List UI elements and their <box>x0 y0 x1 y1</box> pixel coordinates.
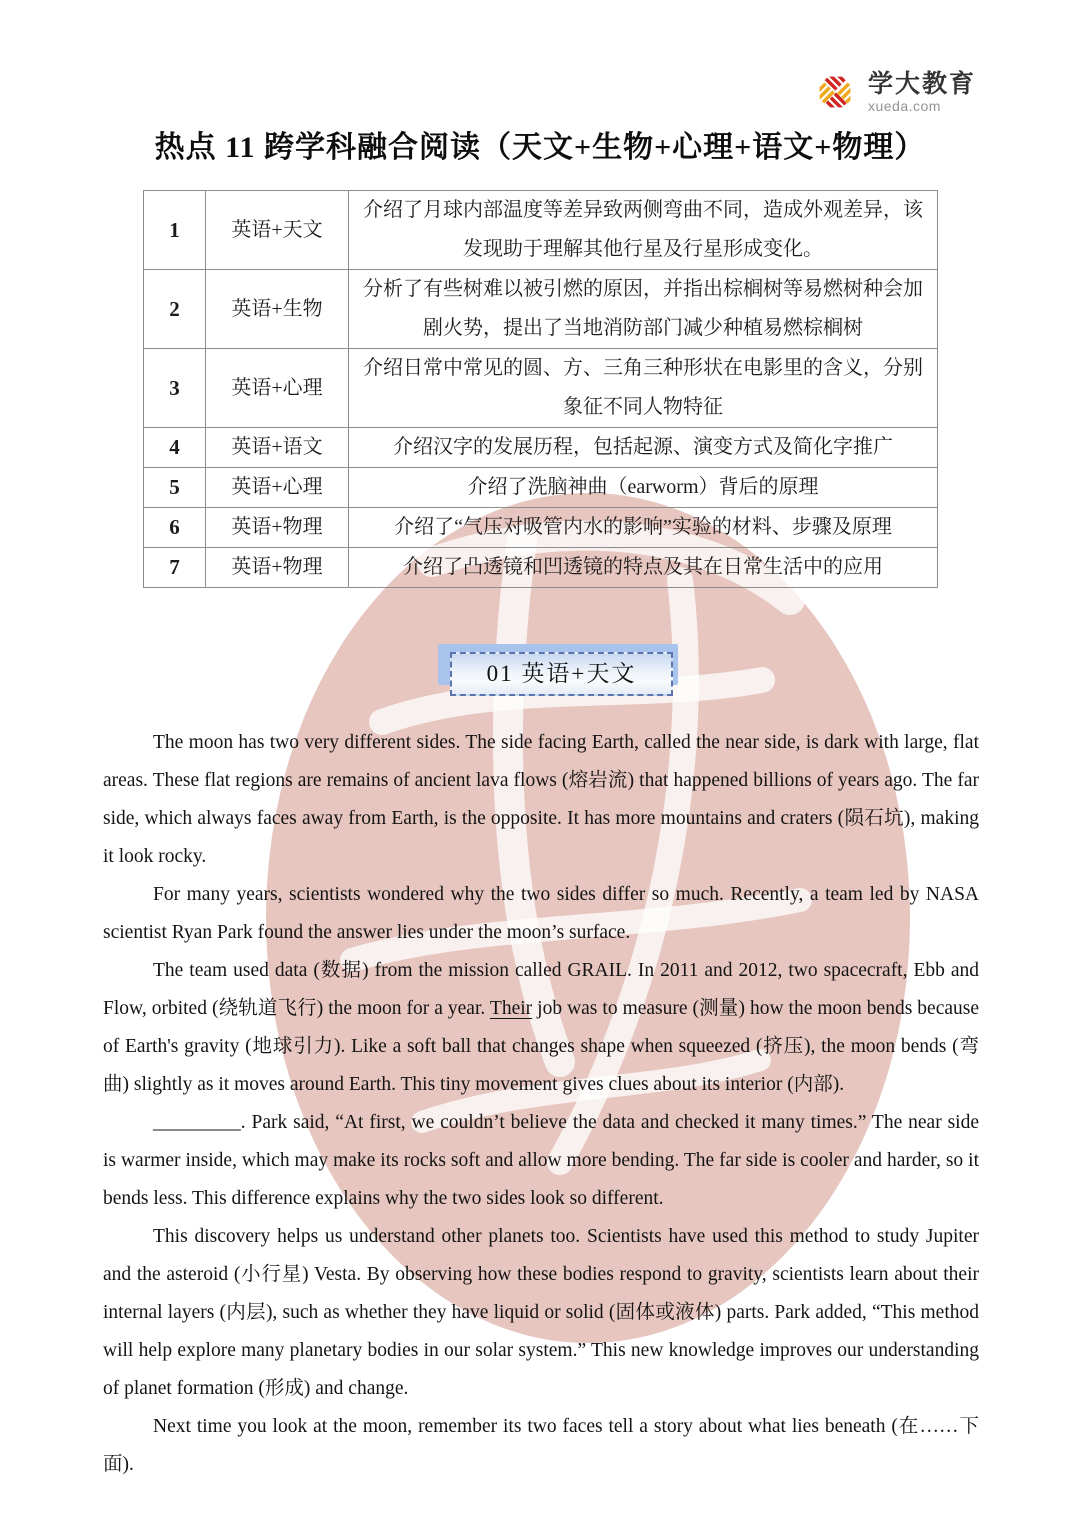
row-description: 分析了有些树难以被引燃的原因，并指出棕榈树等易燃树种会加剧火势，提出了当地消防部门减少种植易燃棕榈树 <box>349 270 938 349</box>
table-row <box>144 270 938 349</box>
table-row <box>144 508 938 548</box>
passage-text: The team used data (数据) from the mission called GRAIL. In 2011 and 2012, two spacecraft, Ebb and Flow, orbited (绕轨道飞行) the moon for a year. <box>103 960 979 1019</box>
row-category: 英语+物理 <box>206 508 349 548</box>
table-row <box>144 548 938 588</box>
row-category: 英语+生物 <box>206 270 349 349</box>
page-title: 热点 11 跨学科融合阅读（天文+生物+心理+语文+物理） <box>154 131 926 164</box>
passage-text: . Park said, “At first, we couldn’t believe the data and checked it many times.” The near side is warmer inside, which may make its rocks soft and allow more bending. The far side is cooler and harder, so it bends less. This difference explains why the two sides look so different. <box>103 1112 979 1209</box>
table-row <box>144 191 938 270</box>
brand-logo <box>811 68 976 116</box>
row-description: 介绍日常中常见的圆、方、三角三种形状在电影里的含义，分别象征不同人物特征 <box>349 349 938 428</box>
passage-text: Next time you look at the moon, remember its two faces tell a story about what lies beneath (在……下面). <box>103 1416 979 1475</box>
table-row <box>144 349 938 428</box>
topics-table <box>143 190 938 588</box>
passage-text: job was to measure (测量) how the moon bends because of Earth's gravity (地球引力). Like a soft ball that changes shape when squeezed (挤压), the moon bends (弯曲) slightly as it moves around Earth. This tiny movement gives clues about its interior (内部). <box>103 998 979 1095</box>
passage <box>103 724 979 1484</box>
row-category: 英语+天文 <box>206 191 349 270</box>
row-category: 英语+语文 <box>206 428 349 468</box>
row-description: 介绍了“气压对吸管内水的影响”实验的材料、步骤及原理 <box>349 508 938 548</box>
passage-text: For many years, scientists wondered why the two sides differ so much. Recently, a team led by NASA scientist Ryan Park found the answer lies under the moon’s surface. <box>103 884 979 943</box>
row-description: 介绍了月球内部温度等差异致两侧弯曲不同，造成外观差异，该发现助于理解其他行星及行星形成变化。 <box>349 191 938 270</box>
section-badge <box>438 644 676 698</box>
topics-table-body <box>144 191 938 588</box>
row-number: 3 <box>144 349 206 428</box>
brand-text <box>868 71 976 114</box>
passage-paragraph <box>103 724 979 876</box>
table-row <box>144 428 938 468</box>
table-row <box>144 468 938 508</box>
row-number: 7 <box>144 548 206 588</box>
row-category: 英语+心理 <box>206 468 349 508</box>
passage-paragraph <box>103 952 979 1104</box>
row-number: 6 <box>144 508 206 548</box>
row-description: 介绍了洗脑神曲（earworm）背后的原理 <box>349 468 938 508</box>
row-number: 2 <box>144 270 206 349</box>
underlined-text: Their <box>489 998 533 1019</box>
brand-domain: xueda.com <box>867 97 941 114</box>
passage-paragraph <box>103 1218 979 1408</box>
passage-text: The moon has two very different sides. The side facing Earth, called the near side, is dark with large, flat areas. These flat regions are remains of ancient lava flows (熔岩流) that happened billions of years ago. The far side, which always faces away from Earth, is the opposite. It has more mountains and craters (陨石坑), making it look rocky. <box>103 732 979 867</box>
badge-label: 01 英语+天文 <box>450 652 673 696</box>
row-category: 英语+物理 <box>206 548 349 588</box>
xueda-logo-icon <box>811 68 859 116</box>
row-number: 1 <box>144 191 206 270</box>
row-number: 4 <box>144 428 206 468</box>
passage-text: This discovery helps us understand other planets too. Scientists have used this method to study Jupiter and the asteroid (小行星) Vesta. By observing how these bodies respond to gravity, scientists learn about their internal layers (内层), such as whether they have liquid or solid (固体或液体) parts. Park added, “This method will help explore many planetary bodies in our solar system.” This new knowledge improves our understanding of planet formation (形成) and change. <box>103 1226 979 1399</box>
passage-paragraph <box>103 1408 979 1484</box>
row-description: 介绍汉字的发展历程，包括起源、演变方式及简化字推广 <box>349 428 938 468</box>
passage-paragraph <box>103 876 979 952</box>
passage-text: _________ <box>153 1112 241 1133</box>
row-description: 介绍了凸透镜和凹透镜的特点及其在日常生活中的应用 <box>349 548 938 588</box>
row-number: 5 <box>144 468 206 508</box>
row-category: 英语+心理 <box>206 349 349 428</box>
passage-paragraph <box>103 1104 979 1218</box>
brand-name: 学大教育 <box>867 69 976 98</box>
